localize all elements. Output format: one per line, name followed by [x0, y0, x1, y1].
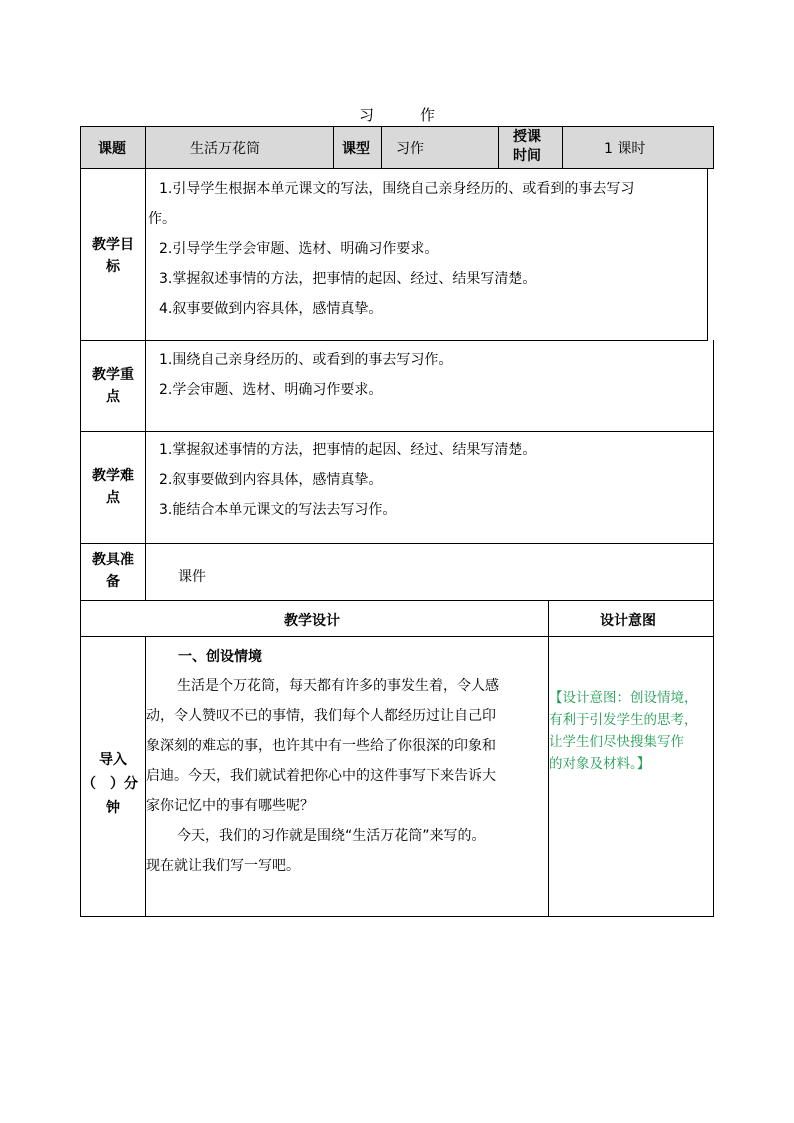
intro-line: 生活是个万花筒，每天都有许多的事发生着，令人感 [177, 678, 499, 694]
intro-line: 启迪。今天，我们就试着把你心中的这件事写下来告诉大 [146, 768, 496, 784]
intro-line: 动，令人赞叹不已的事情，我们每个人都经历过让自己印 [146, 708, 496, 724]
goals-label: 教学目标 [92, 237, 134, 275]
intro-label-line: 钟 [106, 800, 120, 816]
intent-line: 【设计意图：创设情境， [549, 690, 698, 706]
intent-line: 让学生们尽快搜集写作 [549, 734, 684, 750]
document-title [0, 104, 794, 125]
goal-line: 3.掌握叙述事情的方法，把事情的起因、经过、结果写清楚。 [159, 271, 537, 287]
difficulty-line: 3.能结合本单元课文的写法去写习作。 [159, 502, 397, 518]
intent-line: 的对象及材料。】 [549, 756, 651, 772]
intro-heading: 一、创设情境 [178, 649, 262, 665]
key-points-label: 教学重点 [92, 367, 134, 405]
intro-paragraph [146, 671, 548, 881]
type-label: 课型 [342, 141, 370, 157]
difficulty-line: 2.叙事要做到内容具体，感情真挚。 [159, 472, 383, 488]
intro-label-line: （ ）分 [82, 776, 138, 792]
intro-label [82, 748, 144, 820]
goal-line: 4.叙事要做到内容具体，感情真挚。 [159, 301, 383, 317]
goal-line: 作。 [148, 211, 176, 227]
goal-line: 1.引导学生根据本单元课文的写法，围绕自己亲身经历的、或看到的事去写习 [159, 181, 635, 197]
topic-label: 课题 [98, 141, 126, 157]
type-value: 习作 [396, 141, 424, 157]
design-header: 教学设计 [284, 613, 340, 629]
tools-value: 课件 [178, 569, 206, 585]
tools-label: 教具准备 [92, 552, 134, 590]
intro-line: 象深刻的难忘的事，也许其中有一些给了你很深的印象和 [146, 738, 496, 754]
key-point-line: 1.围绕自己亲身经历的、或看到的事去写习作。 [159, 352, 453, 368]
intro-label-line: 导入 [99, 752, 127, 768]
intent-header: 设计意图 [600, 613, 656, 629]
title-char-2: 作 [420, 106, 436, 124]
title-char-1: 习 [358, 106, 374, 124]
intro-line: 家你记忆中的事有哪些呢？ [146, 798, 314, 814]
difficulties-label: 教学难点 [92, 468, 134, 506]
intro-line: 现在就让我们写一写吧。 [146, 858, 300, 874]
topic-value: 生活万花筒 [190, 141, 260, 157]
key-points-list [159, 345, 699, 405]
key-point-line: 2.学会审题、选材、明确习作要求。 [159, 382, 383, 398]
hours-label: 授课时间 [513, 129, 541, 164]
difficulty-line: 1.掌握叙述事情的方法，把事情的起因、经过、结果写清楚。 [159, 442, 537, 458]
intro-line: 今天，我们的习作就是围绕“生活万花筒”来写的。 [177, 828, 486, 844]
intro-intent [549, 687, 713, 775]
goals-list [148, 174, 706, 324]
goal-line: 2.引导学生学会审题、选材、明确习作要求。 [159, 241, 439, 257]
hours-value: 1 课时 [604, 141, 646, 157]
difficulties-list [159, 435, 699, 525]
intent-line: 有利于引发学生的思考， [549, 712, 698, 728]
